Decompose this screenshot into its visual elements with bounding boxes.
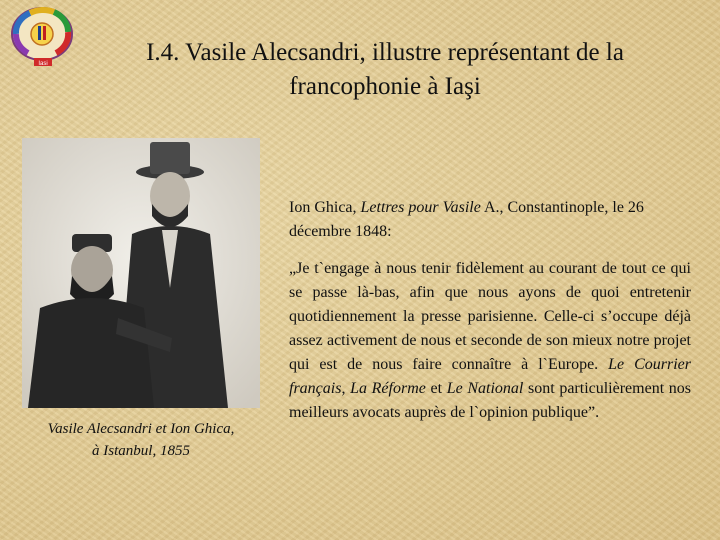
caption-line-1: Vasile Alecsandri et Ion Ghica,: [47, 421, 235, 437]
quote-text-before: „Je t`engage à nous tenir fidèlement au courant de tout ce qui se passe là-bas, afin que nous ayons de quoi entretenir quotidiennement la presse parisienne. Celle-ci s’occupe déjà assez activement de nous et seconde de son mieux notre projet qui est de nous faire connaître à l`Europe.: [289, 260, 691, 373]
quote-separator-2: et: [425, 380, 447, 397]
francophonie-club-logo-icon: [8, 4, 78, 68]
caption-line-2: à Istanbul, 1855: [92, 443, 190, 459]
newspaper-title-2: La Réforme: [350, 380, 426, 397]
newspaper-title-3: Le National: [446, 380, 524, 397]
source-work-title: Lettres pour Vasile: [360, 199, 481, 216]
title-line-1: I.4. Vasile Alecsandri, illustre représentant de la: [146, 39, 624, 66]
slide-title: [90, 36, 680, 104]
title-line-2: francophonie à Iaşi: [289, 73, 481, 100]
historical-portrait-photo-icon: [22, 138, 260, 408]
source-details: A., Constantinople, le 26 décembre 1848:: [289, 199, 644, 240]
logo-tag-text: Iasi: [38, 61, 48, 67]
quote-text-after: sont particulièrement nos meilleurs avocats auprès de l`opinion publique”.: [289, 380, 692, 421]
newspaper-title-1: Le Courrier français: [289, 356, 691, 397]
letter-quote: [289, 257, 691, 425]
source-author: Ion Ghica,: [289, 199, 361, 216]
letter-source: [289, 196, 691, 244]
photo-caption: [18, 418, 264, 462]
quote-separator-1: ,: [341, 380, 351, 397]
